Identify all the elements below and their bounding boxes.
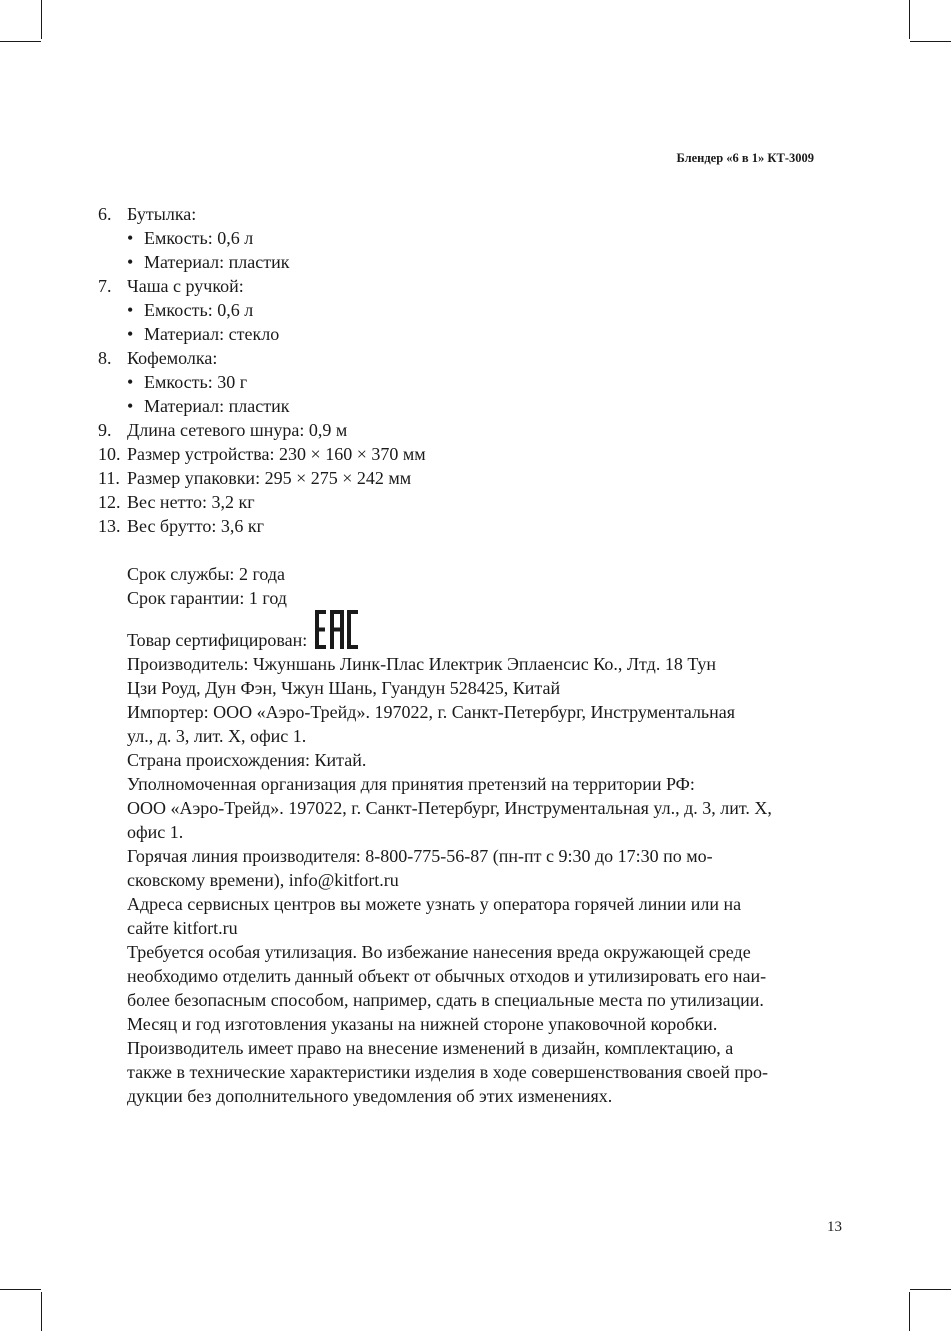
crop-mark-top-left-v [41, 0, 42, 39]
paragraph-line: Импортер: ООО «Аэро-Трейд». 197022, г. Санкт-Петербург, Инструментальная [127, 702, 736, 722]
crop-mark-bottom-left-v [41, 1292, 42, 1331]
crop-mark-bottom-right-h [910, 1289, 951, 1290]
spec-sublist [127, 298, 816, 346]
paragraph-line: необходимо отделить данный объект от обычных отходов и утилизировать его наи- [127, 966, 767, 986]
spec-number: 13. [98, 516, 121, 536]
spec-label: Кофемолка: [127, 348, 218, 368]
paragraph [98, 772, 816, 844]
spec-subitem [127, 322, 816, 346]
spec-subitem [127, 226, 816, 250]
bullet-icon: • [127, 396, 134, 416]
paragraph-line: сайте kitfort.ru [127, 918, 238, 938]
paragraph-line: Горячая линия производителя: 8-800-775-56-87 (пн-пт с 9:30 до 17:30 по мо- [127, 846, 713, 866]
paragraph-line: Уполномоченная организация для принятия претензий на территории РФ: [127, 774, 695, 794]
paragraph [98, 940, 816, 1012]
bullet-icon: • [127, 252, 134, 272]
spec-number: 10. [98, 444, 121, 464]
crop-mark-bottom-right-v [909, 1292, 910, 1331]
paragraph [98, 1012, 816, 1036]
spec-subitem [127, 250, 816, 274]
spec-number: 6. [98, 204, 112, 224]
paragraph-line: ООО «Аэро-Трейд». 197022, г. Санкт-Петербург, Инструментальная ул., д. 3, лит. Х, [127, 798, 772, 818]
paragraph [98, 892, 816, 940]
paragraph-line: Страна происхождения: Китай. [127, 750, 367, 770]
spec-subitem-text: Емкость: 0,6 л [144, 300, 254, 320]
paragraph-line: Требуется особая утилизация. Во избежание нанесения вреда окружающей среде [127, 942, 751, 962]
spec-label: Размер устройства: 230 × 160 × 370 мм [127, 444, 426, 464]
paragraph-line: Месяц и год изготовления указаны на нижней стороне упаковочной коробки. [127, 1014, 718, 1034]
paragraph [98, 652, 816, 700]
page-content [98, 202, 816, 1108]
spec-item [98, 442, 816, 466]
spacer [98, 538, 816, 562]
paragraph-line: Цзи Роуд, Дун Фэн, Чжун Шань, Гуандун 528425, Китай [127, 678, 561, 698]
paragraph [98, 1036, 816, 1108]
paragraph-line: сковскому времени), info@kitfort.ru [127, 870, 399, 890]
service-life: Срок службы: 2 года [127, 564, 286, 584]
paragraph-line: также в технические характеристики изделия в ходе совершенствования своей про- [127, 1062, 768, 1082]
spec-sublist [127, 370, 816, 418]
crop-mark-top-right-v [909, 0, 910, 39]
paragraph [98, 844, 816, 892]
paragraph-line: офис 1. [127, 822, 184, 842]
service-info [98, 562, 816, 652]
paragraph-line: дукции без дополнительного уведомления об этих изменениях. [127, 1086, 613, 1106]
bullet-icon: • [127, 300, 134, 320]
spec-subitem [127, 370, 816, 394]
eac-mark-icon [315, 610, 358, 649]
paragraph-line: ул., д. 3, лит. Х, офис 1. [127, 726, 307, 746]
crop-mark-top-right-h [910, 41, 951, 42]
spec-item [98, 466, 816, 490]
running-header: Блендер «6 в 1» КТ-3009 [676, 151, 814, 165]
crop-mark-top-left-h [0, 41, 41, 42]
spec-subitem-text: Материал: стекло [144, 324, 280, 344]
paragraph-line: более безопасным способом, например, сдать в специальные места по утилизации. [127, 990, 764, 1010]
spec-number: 7. [98, 276, 112, 296]
spec-subitem-text: Емкость: 30 г [144, 372, 248, 392]
spec-subitem-text: Материал: пластик [144, 252, 290, 272]
spec-subitem [127, 298, 816, 322]
spec-subitem [127, 394, 816, 418]
bullet-icon: • [127, 324, 134, 344]
spec-number: 12. [98, 492, 121, 512]
crop-mark-bottom-left-h [0, 1289, 41, 1290]
spec-item [98, 490, 816, 514]
spec-number: 8. [98, 348, 112, 368]
spec-item [98, 274, 816, 346]
certification-label: Товар сертифицирован: [127, 630, 308, 650]
paragraph [98, 748, 816, 772]
spec-label: Вес брутто: 3,6 кг [127, 516, 264, 536]
spec-label: Бутылка: [127, 204, 197, 224]
spec-item [98, 202, 816, 274]
spec-item [98, 514, 816, 538]
spec-label: Размер упаковки: 295 × 275 × 242 мм [127, 468, 412, 488]
spec-subitem-text: Материал: пластик [144, 396, 290, 416]
spec-label: Длина сетевого шнура: 0,9 м [127, 420, 348, 440]
paragraph-line: Производитель имеет право на внесение изменений в дизайн, комплектацию, а [127, 1038, 734, 1058]
certification-line [127, 610, 816, 652]
spec-label: Чаша с ручкой: [127, 276, 244, 296]
spec-list [98, 202, 816, 538]
spec-subitem-text: Емкость: 0,6 л [144, 228, 254, 248]
bullet-icon: • [127, 228, 134, 248]
warranty-period: Срок гарантии: 1 год [127, 588, 287, 608]
page-number: 13 [827, 1219, 842, 1235]
paragraph-line: Адреса сервисных центров вы можете узнать у оператора горячей линии или на [127, 894, 742, 914]
spec-item [98, 346, 816, 418]
spec-number: 9. [98, 420, 112, 440]
bullet-icon: • [127, 372, 134, 392]
spec-number: 11. [98, 468, 120, 488]
paragraph [98, 700, 816, 748]
spec-sublist [127, 226, 816, 274]
spec-label: Вес нетто: 3,2 кг [127, 492, 255, 512]
spec-item [98, 418, 816, 442]
legal-paragraphs [98, 652, 816, 1108]
paragraph-line: Производитель: Чжуншань Линк-Плас Илектрик Эплаенсис Ко., Лтд. 18 Тун [127, 654, 717, 674]
